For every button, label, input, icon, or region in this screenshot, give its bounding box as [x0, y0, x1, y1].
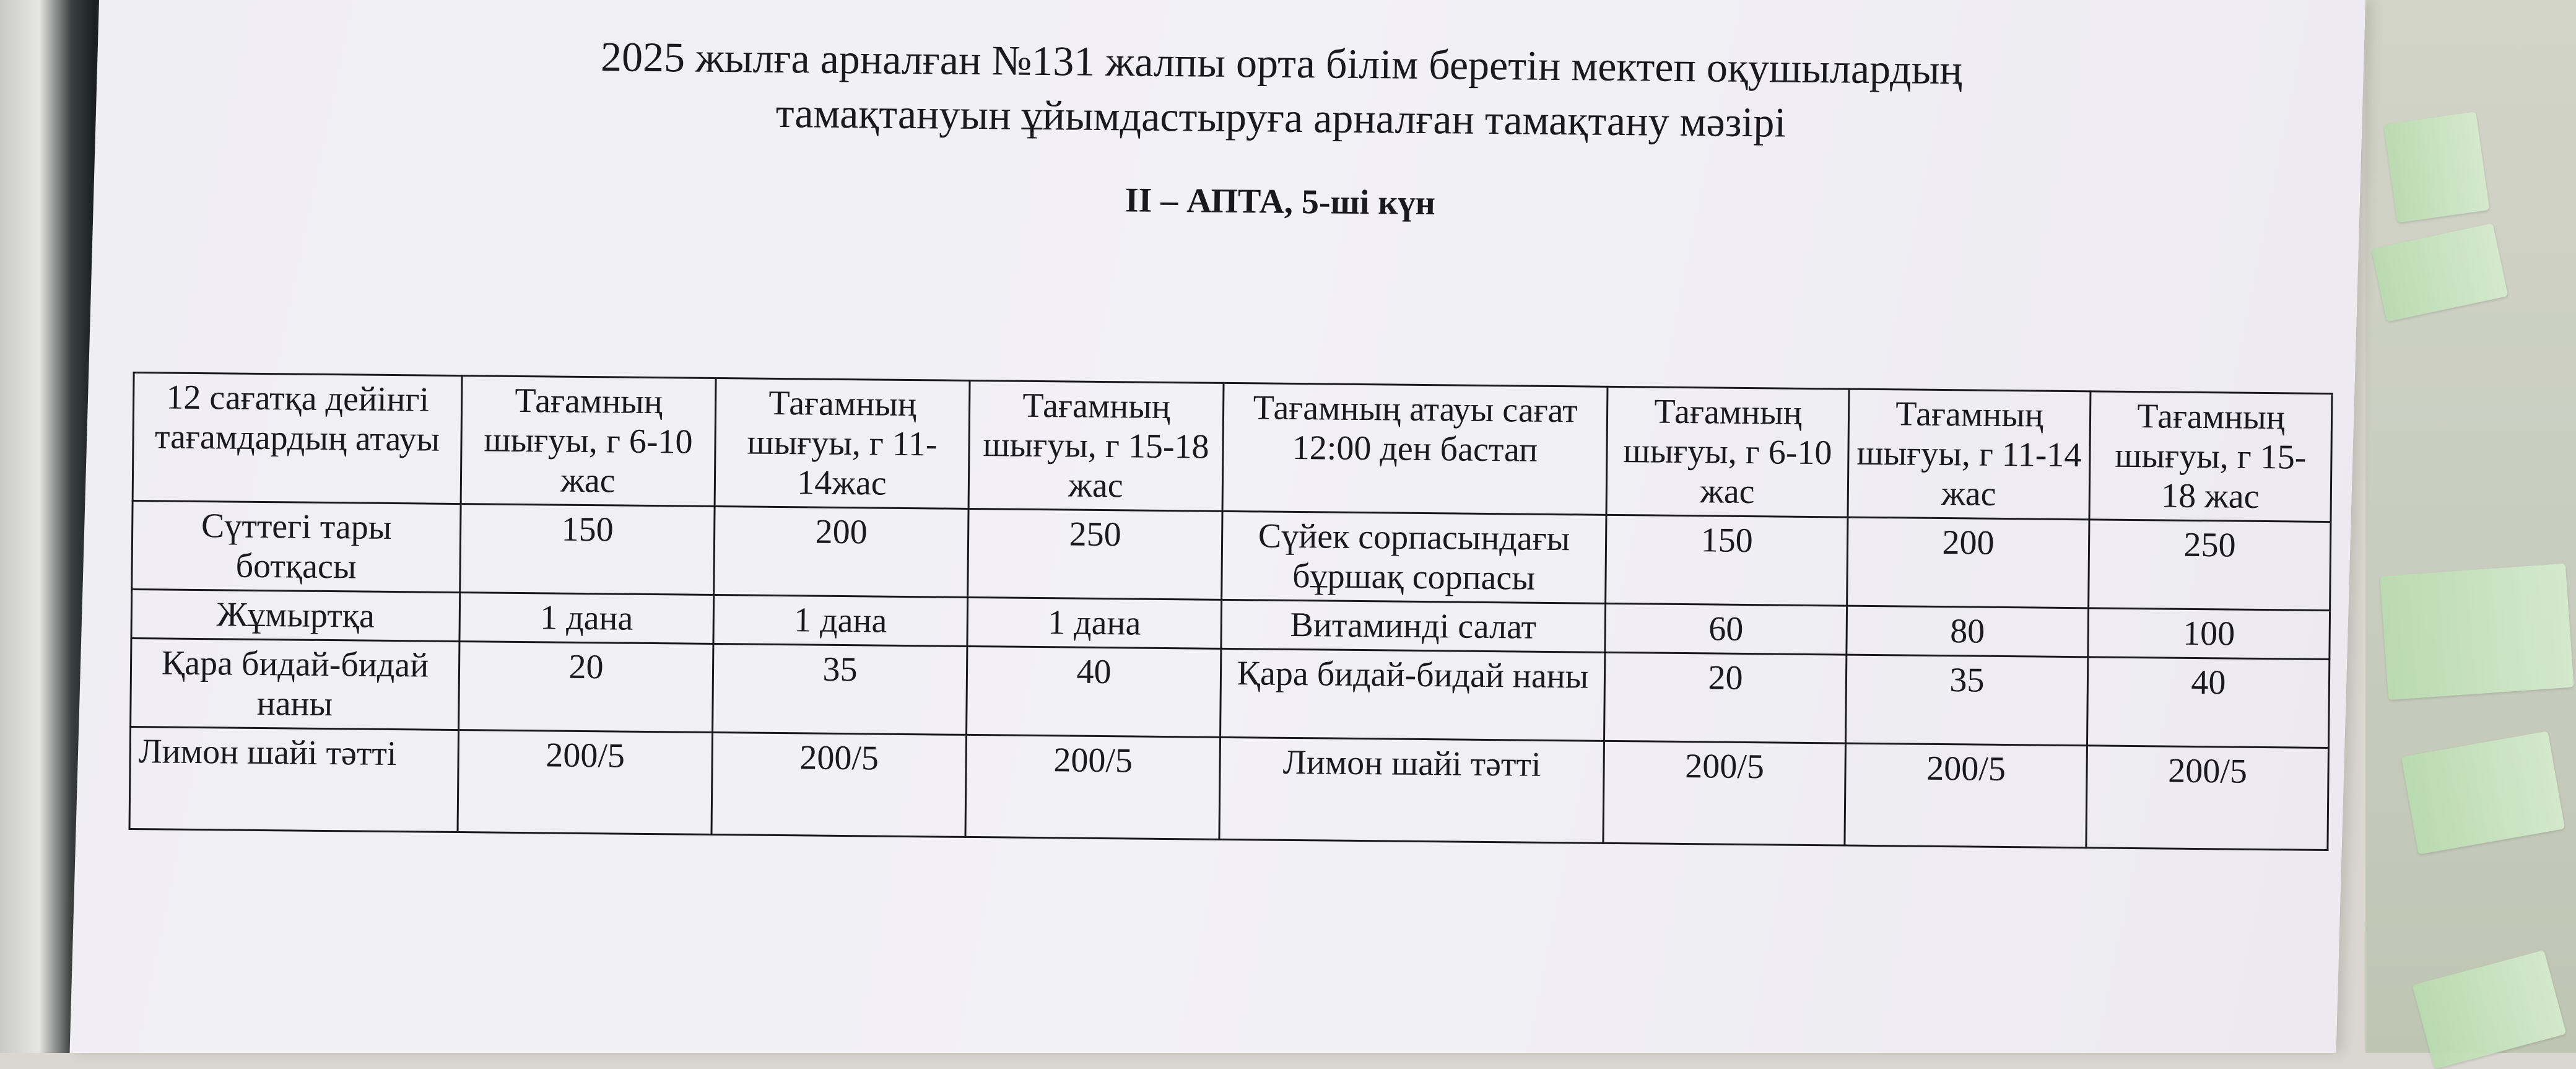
- table-cell: 35: [713, 644, 967, 735]
- table-cell: 250: [2089, 520, 2331, 611]
- menu-document: [134, 25, 2341, 791]
- sticky-tab: [2384, 111, 2490, 222]
- document-title: [383, 27, 2180, 154]
- table-cell: Витаминді салат: [1221, 600, 1606, 652]
- table-cell: 200/5: [1845, 743, 2087, 848]
- table-cell: 250: [968, 508, 1222, 600]
- header-cell: Тағамның атауы сағат 12:00 ден бастап: [1222, 383, 1608, 515]
- title-line-2: тамақтануын ұйымдастыруға арналған тамақтану мәзірі: [775, 89, 1786, 146]
- menu-table: [129, 372, 2333, 851]
- header-cell: Тағамның шығуы, г 11-14жас: [715, 378, 970, 509]
- header-cell: Тағамның шығуы, г 6-10 жас: [461, 376, 716, 507]
- table-cell: 35: [1845, 655, 2087, 746]
- header-cell: Тағамның шығуы, г 15-18 жас: [968, 380, 1224, 511]
- table-cell: Қара бидай-бидай наны: [1221, 648, 1605, 741]
- table-cell: 1 дана: [713, 595, 968, 646]
- table-cell: 40: [967, 646, 1221, 737]
- table-cell: 20: [459, 642, 713, 733]
- table-cell: Қара бидай-бидай наны: [131, 638, 459, 730]
- week-day-subtitle: II – АПТА, 5-ші күн: [1125, 181, 1436, 223]
- table-cell: Лимон шайі тәтті: [129, 726, 459, 832]
- table-cell: 20: [1604, 652, 1847, 743]
- table-cell: 200: [1847, 517, 2089, 608]
- table-cell: 200/5: [1603, 741, 1846, 845]
- sticky-tab: [2380, 564, 2574, 700]
- header-cell: Тағамның шығуы, г 11-14 жас: [1848, 389, 2091, 520]
- header-cell: Тағамның шығуы, г 6-10 жас: [1606, 386, 1849, 517]
- table-cell: 40: [2087, 657, 2329, 748]
- table-cell: 60: [1605, 603, 1847, 655]
- table-cell: 200/5: [965, 735, 1221, 839]
- table-cell: Сүйек сорпасындағы бұршақ сорпасы: [1222, 511, 1606, 603]
- title-line-1: 2025 жылға арналған №131 жалпы орта білім беретін мектеп оқушылардың: [600, 33, 1963, 94]
- table-cell: 1 дана: [967, 597, 1222, 648]
- sticky-tab: [2413, 950, 2567, 1069]
- table-cell: Лимон шайі тәтті: [1219, 737, 1604, 843]
- table-cell: 100: [2088, 608, 2330, 660]
- table-cell: Жұмыртқа: [131, 589, 460, 641]
- table-cell: 150: [460, 504, 715, 595]
- table-cell: 150: [1606, 515, 1848, 606]
- header-cell: Тағамның шығуы, г 15-18 жас: [2089, 391, 2332, 522]
- sticky-tab: [2372, 224, 2509, 322]
- header-cell: 12 сағатқа дейінгі тағамдардың атауы: [133, 372, 462, 504]
- sticky-tab: [2401, 731, 2565, 854]
- table-row: [129, 726, 2328, 850]
- table-cell: 1 дана: [459, 593, 714, 644]
- table-cell: 200/5: [2086, 746, 2329, 850]
- table-cell: Сүттегі тары ботқасы: [132, 500, 461, 592]
- background-right: [2365, 0, 2576, 1053]
- table-cell: 200/5: [711, 732, 967, 837]
- table-header-row: [133, 372, 2332, 521]
- table-cell: 200: [714, 507, 968, 598]
- table-cell: 200/5: [458, 730, 713, 835]
- table-cell: 80: [1847, 606, 2089, 657]
